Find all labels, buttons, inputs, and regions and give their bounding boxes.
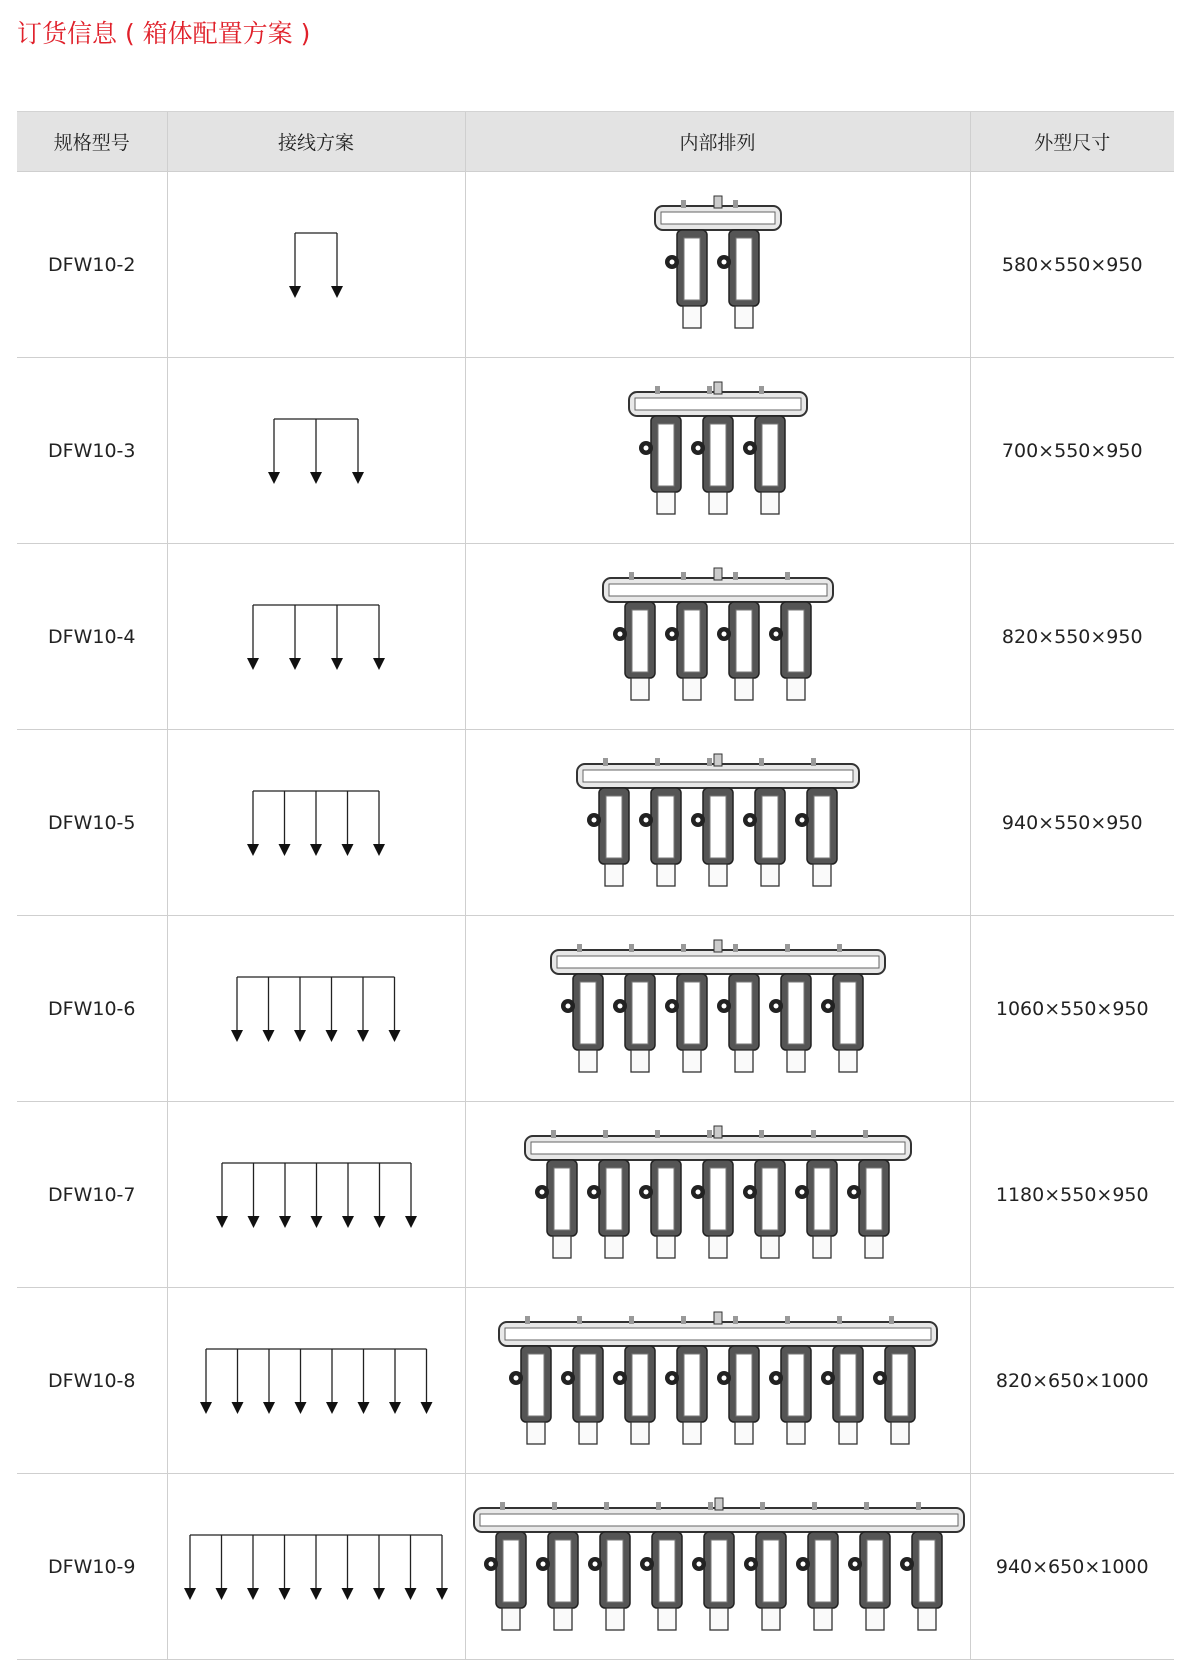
- table-row: [17, 544, 1174, 730]
- config-table: [17, 111, 1174, 1660]
- table-row: [17, 1102, 1174, 1288]
- table-row: [17, 358, 1174, 544]
- branch-arrows-icon: [266, 415, 366, 487]
- branch-arrows-icon: [214, 1159, 419, 1231]
- model-cell: DFW10-5: [17, 730, 167, 916]
- arrangement-cell: [465, 172, 970, 358]
- table-row: [17, 1474, 1174, 1660]
- dimensions-cell: 700×550×950: [970, 358, 1174, 544]
- dimensions-cell: 940×650×1000: [970, 1474, 1174, 1660]
- model-cell: DFW10-3: [17, 358, 167, 544]
- dimensions-cell: 940×550×950: [970, 730, 1174, 916]
- wiring-cell: [167, 1102, 465, 1288]
- busbar-assembly-icon: [621, 376, 815, 526]
- page-title: 订货信息 ( 箱体配置方案 ): [17, 19, 311, 48]
- table-header-row: [17, 112, 1174, 172]
- header-wiring: 接线方案: [167, 112, 465, 172]
- wiring-cell: [167, 544, 465, 730]
- branch-arrows-icon: [198, 1345, 435, 1417]
- model-cell: DFW10-6: [17, 916, 167, 1102]
- busbar-assembly-icon: [491, 1306, 945, 1456]
- header-model: 规格型号: [17, 112, 167, 172]
- busbar-assembly-icon: [543, 934, 893, 1084]
- branch-arrows-icon: [287, 229, 345, 301]
- dimensions-cell: 820×550×950: [970, 544, 1174, 730]
- table-row: [17, 730, 1174, 916]
- dimensions-cell: 1060×550×950: [970, 916, 1174, 1102]
- wiring-cell: [167, 1474, 465, 1660]
- dimensions-cell: 580×550×950: [970, 172, 1174, 358]
- table-row: [17, 1288, 1174, 1474]
- header-dimensions: 外型尺寸: [970, 112, 1174, 172]
- wiring-cell: [167, 916, 465, 1102]
- wiring-cell: [167, 730, 465, 916]
- header-arrangement: 内部排列: [465, 112, 970, 172]
- wiring-cell: [167, 358, 465, 544]
- arrangement-cell: [465, 1474, 970, 1660]
- busbar-assembly-icon: [647, 190, 789, 340]
- model-cell: DFW10-9: [17, 1474, 167, 1660]
- model-cell: DFW10-7: [17, 1102, 167, 1288]
- arrangement-cell: [465, 730, 970, 916]
- arrangement-cell: [465, 1288, 970, 1474]
- table-row: [17, 916, 1174, 1102]
- wiring-cell: [167, 1288, 465, 1474]
- busbar-assembly-icon: [569, 748, 867, 898]
- arrangement-cell: [465, 1102, 970, 1288]
- model-cell: DFW10-4: [17, 544, 167, 730]
- busbar-assembly-icon: [595, 562, 841, 712]
- dimensions-cell: 820×650×1000: [970, 1288, 1174, 1474]
- busbar-assembly-icon: [517, 1120, 919, 1270]
- branch-arrows-icon: [245, 601, 387, 673]
- model-cell: DFW10-8: [17, 1288, 167, 1474]
- wiring-cell: [167, 172, 465, 358]
- model-cell: DFW10-2: [17, 172, 167, 358]
- branch-arrows-icon: [229, 973, 403, 1045]
- busbar-assembly-icon: [466, 1492, 972, 1642]
- arrangement-cell: [465, 916, 970, 1102]
- table-row: [17, 172, 1174, 358]
- arrangement-cell: [465, 544, 970, 730]
- dimensions-cell: 1180×550×950: [970, 1102, 1174, 1288]
- arrangement-cell: [465, 358, 970, 544]
- branch-arrows-icon: [245, 787, 387, 859]
- branch-arrows-icon: [182, 1531, 450, 1603]
